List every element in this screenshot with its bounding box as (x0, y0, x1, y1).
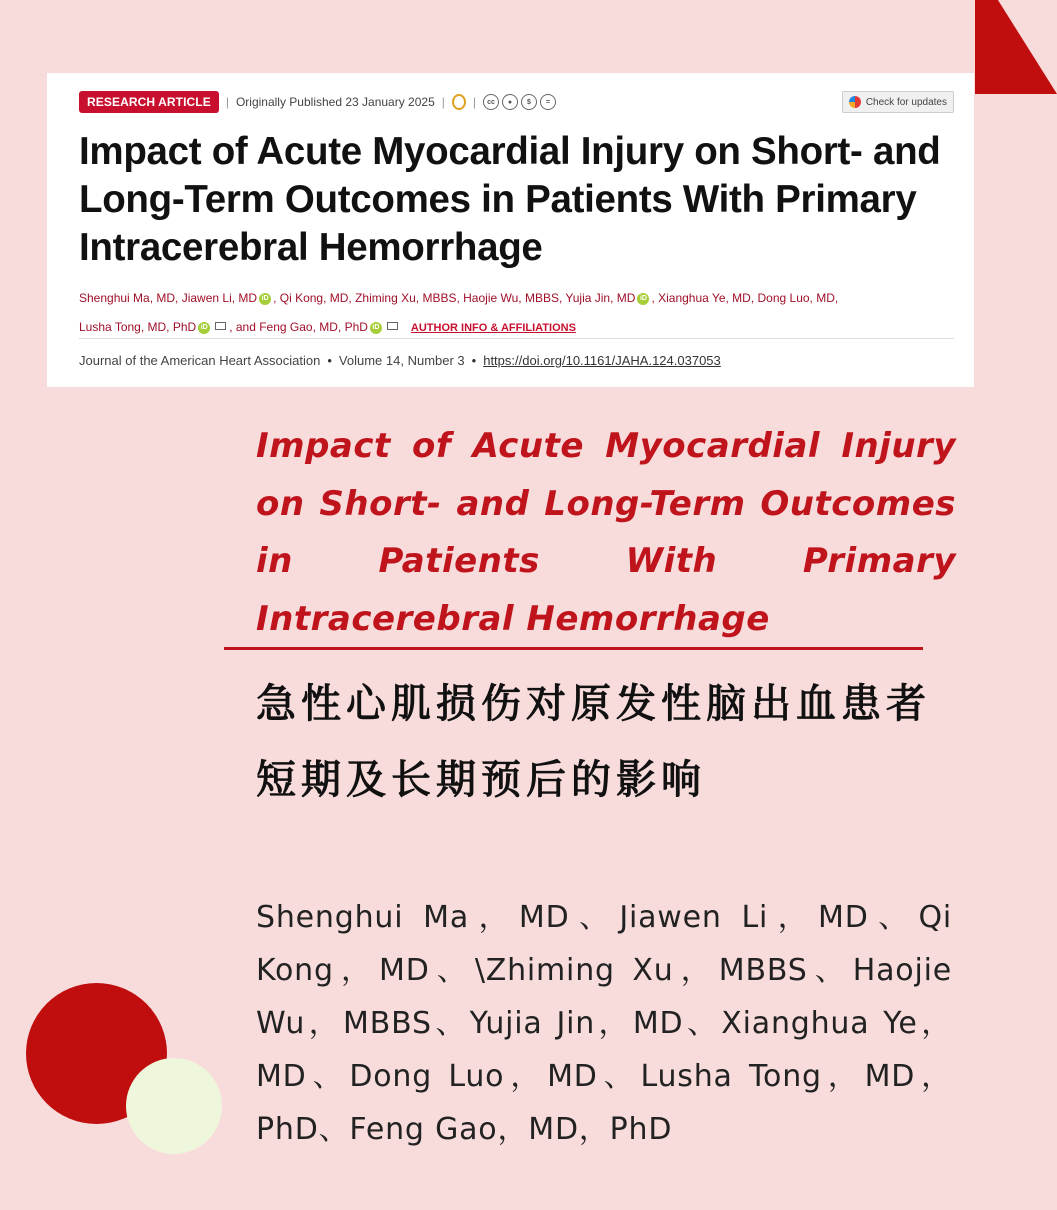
separator: | (472, 95, 476, 109)
chinese-title: 急性心肌损伤对原发性脑出血患者短期及长期预后的影响 (256, 681, 931, 803)
authors-list: Shenghui Ma，MD、Jiawen Li，MD、Qi Kong，MD、\Zhiming Xu，MBBS、Haojie Wu，MBBS、Yujia Jin，MD、Xianghua Ye，MD、Dong Luo，MD、Lusha Tong，MD，PhD、Feng Gao，MD，PhD (256, 900, 952, 1147)
author-text: , and Feng Gao, MD, PhD (229, 320, 368, 334)
bullet: • (471, 353, 477, 368)
journal-volume: Volume 14, Number 3 (338, 353, 465, 368)
nc-icon: $ (521, 94, 537, 110)
by-icon: ● (502, 94, 518, 110)
orcid-icon[interactable]: iD (637, 293, 649, 305)
article-screenshot-card (47, 73, 974, 387)
doi-link[interactable]: https://doi.org/10.1161/JAHA.124.037053 (483, 353, 721, 368)
corner-decoration (975, 0, 1057, 94)
orcid-icon[interactable]: iD (370, 322, 382, 334)
article-meta-row (79, 90, 954, 114)
article-title: Impact of Acute Myocardial Injury on Short- and Long-Term Outcomes in Patients With Primary Intracerebral Hemorrhage (79, 130, 941, 269)
separator: | (225, 95, 229, 109)
crossmark-icon (849, 96, 861, 108)
author-text: Shenghui Ma, MD, Jiawen Li, MD (79, 291, 258, 305)
check-updates-label: Check for updates (865, 96, 947, 108)
card-divider (79, 338, 954, 339)
author-text: , Xianghua Ye, MD, Dong Luo, MD, (651, 291, 839, 305)
research-article-badge: RESEARCH ARTICLE (79, 91, 219, 113)
author-text: , Qi Kong, MD, Zhiming Xu, MBBS, Haojie Wu, MBBS, Yujia Jin, MD (273, 291, 636, 305)
bullet: • (327, 353, 332, 368)
journal-name: Journal of the American Heart Association (79, 353, 321, 368)
mail-icon[interactable] (215, 322, 226, 330)
title-divider (224, 647, 923, 650)
english-title: Impact of Acute Myocardial Injury on Short- and Long-Term Outcomes in Patients With Primary Intracerebral Hemorrhage (256, 426, 956, 639)
authors-line-1 (79, 290, 959, 306)
license-icons (483, 94, 556, 110)
separator: | (441, 95, 445, 109)
nd-icon: = (540, 94, 556, 110)
authors-line-2 (79, 319, 959, 336)
cc-icon: cc (483, 94, 499, 110)
journal-line (79, 353, 721, 368)
orcid-icon[interactable]: iD (259, 293, 271, 305)
mail-icon[interactable] (387, 322, 398, 330)
author-text: Lusha Tong, MD, PhD (79, 320, 197, 334)
author-info-affiliations-link[interactable]: AUTHOR INFO & AFFILIATIONS (410, 322, 576, 334)
decorative-green-circle (126, 1058, 222, 1154)
check-updates-button[interactable] (842, 91, 954, 113)
open-access-icon (452, 94, 466, 110)
published-date: Originally Published 23 January 2025 (235, 95, 435, 109)
orcid-icon[interactable]: iD (198, 322, 210, 334)
